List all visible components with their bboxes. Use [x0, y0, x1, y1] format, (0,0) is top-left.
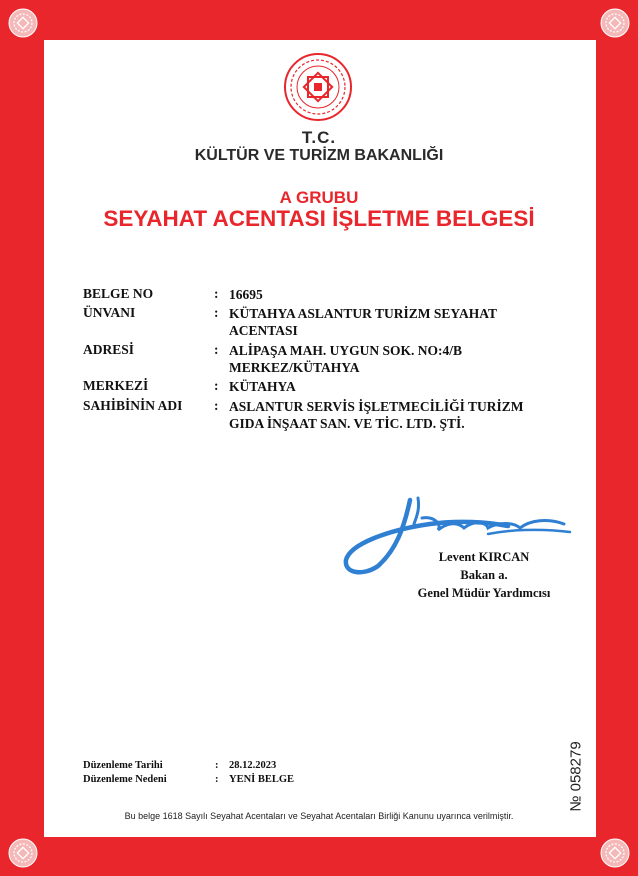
footer-legal-text: Bu belge 1618 Sayılı Seyahat Acentaları ve Seyahat Acentaları Birliği Kanunu uyarınca verilmiştir.: [124, 811, 514, 821]
field-colon: :: [214, 378, 219, 393]
adresi-label: ADRESİ: [83, 342, 135, 357]
group-title: A GRUBU: [279, 188, 359, 207]
field-colon: :: [215, 760, 219, 771]
unvani-label: ÜNVANI: [83, 305, 136, 320]
belge-no-value: 16695: [229, 287, 263, 302]
corner-emblem-icon: [600, 8, 630, 38]
corner-emblem-icon: [600, 838, 630, 868]
field-colon: :: [214, 305, 219, 320]
field-colon: :: [214, 398, 219, 413]
field-colon: :: [214, 286, 219, 301]
signer-role2: Genel Müdür Yardımcısı: [417, 586, 551, 600]
sahibi-value-line1: ASLANTUR SERVİS İŞLETMECİLİĞİ TURİZM: [229, 399, 524, 414]
unvani-value-line1: KÜTAHYA ASLANTUR TURİZM SEYAHAT: [229, 306, 497, 321]
sahibi-value-line2: GIDA İNŞAAT SAN. VE TİC. LTD. ŞTİ.: [229, 416, 465, 431]
ministry-seal-icon: [283, 52, 353, 122]
issue-date-value: 28.12.2023: [229, 760, 277, 771]
corner-emblem-icon: [8, 8, 38, 38]
signer-name: Levent KIRCAN: [438, 550, 530, 564]
header-tc: T.C.: [301, 128, 337, 147]
merkezi-label: MERKEZİ: [83, 378, 149, 393]
serial-number-text: № 058279: [567, 741, 585, 812]
issue-date-label: Düzenleme Tarihi: [83, 760, 163, 771]
sahibi-label: SAHİBİNİN ADI: [83, 398, 183, 413]
unvani-value-line2: ACENTASI: [229, 323, 298, 338]
document-title: SEYAHAT ACENTASI İŞLETME BELGESİ: [103, 206, 535, 231]
belge-no-label: BELGE NO: [83, 286, 154, 301]
issue-reason-value: YENİ BELGE: [229, 774, 295, 785]
merkezi-value: KÜTAHYA: [229, 379, 296, 394]
corner-emblem-icon: [8, 838, 38, 868]
ministry-name: KÜLTÜR VE TURİZM BAKANLIĞI: [194, 147, 444, 164]
signer-role1: Bakan a.: [460, 568, 508, 582]
adresi-value-line2: MERKEZ/KÜTAHYA: [229, 360, 360, 375]
adresi-value-line1: ALİPAŞA MAH. UYGUN SOK. NO:4/B: [229, 343, 463, 358]
field-colon: :: [215, 774, 219, 785]
field-colon: :: [214, 342, 219, 357]
issue-reason-label: Düzenleme Nedeni: [83, 774, 167, 785]
